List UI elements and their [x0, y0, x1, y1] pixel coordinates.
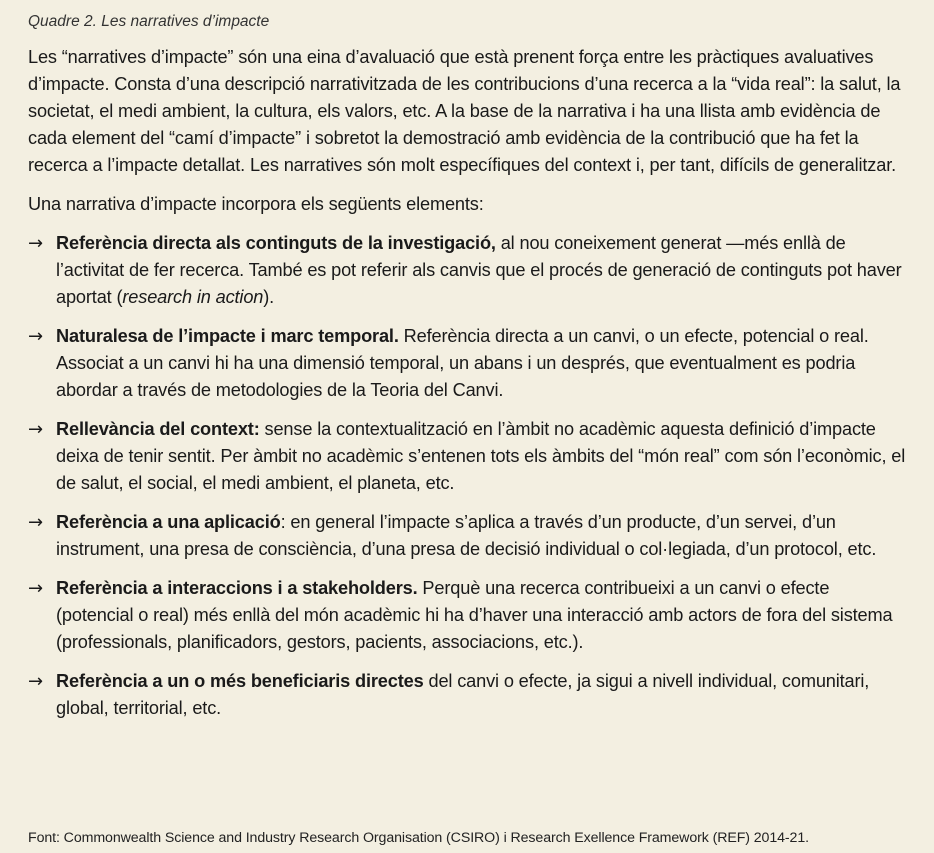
item-text: Perquè una recerca contribueixi a un canvi o efecte (potencial o real) més enllà del món acadèmic hi ha d’haver una interacció amb actors de fora del sistema (professionals, planificadors, gestors, pacients, associacions, etc.). [56, 578, 893, 652]
list-item [28, 668, 910, 722]
box-caption: Quadre 2. Les narratives d’impacte [28, 13, 270, 30]
item-heading: Referència a un o més beneficiaris directes [56, 671, 424, 691]
list-item [28, 230, 910, 311]
list-item [28, 416, 910, 497]
item-text: Referència directa a un canvi, o un efecte, potencial o real. Associat a un canvi hi ha una dimensió temporal, un abans i un després, que eventualment es podria abordar a través de metodologies de la Teoria del Canvi. [56, 326, 869, 400]
item-heading: Naturalesa de l’impacte i marc temporal. [56, 326, 399, 346]
lead-paragraph: Una narrativa d’impacte incorpora els següents elements: [28, 194, 484, 214]
right-arrow-icon: → [28, 578, 43, 599]
item-text: : en general l’impacte s’aplica a través d’un producte, d’un servei, d’un instrument, una presa de consciència, d’una presa de decisió individual o col·legiada, d’un protocol, etc. [56, 512, 877, 559]
item-heading: Referència a interaccions i a stakeholders. [56, 578, 418, 598]
item-heading: Referència directa als continguts de la investigació, [56, 233, 496, 253]
list-item [28, 509, 910, 563]
right-arrow-icon: → [28, 512, 43, 533]
item-tail: ). [263, 287, 275, 307]
right-arrow-icon: → [28, 671, 43, 692]
item-heading: Referència a una aplicació [56, 512, 281, 532]
item-text: sense la contextualització en l’àmbit no acadèmic aquesta definició d’impacte deixa de tenir sentit. Per àmbit no acadèmic s’entenen tots els àmbits del “món real” com són l’econòmic, el de salut, el social, el medi ambient, el planeta, etc. [56, 419, 906, 493]
intro-paragraph: Les “narratives d’impacte” són una eina d’avaluació que està prenent força entre les pràctiques avaluatives d’impacte. Consta d’una descripció narrativitzada de les contribucions d’una recerca a la “vida real”: la salut, la societat, el medi ambient, la cultura, els valors, etc. A la base de la narrativa i ha una llista amb evidència de cada element del “camí d’impacte” i sobretot la demostració amb evidència de la contribució que ha fet la recerca a l’impacte detallat. Les narratives són molt específiques del context i, per tant, difícils de generalitzar. [28, 47, 901, 175]
right-arrow-icon: → [28, 326, 43, 347]
item-text: del canvi o efecte, ja sigui a nivell individual, comunitari, global, territorial, etc. [56, 671, 870, 718]
item-italic: research in action [122, 287, 264, 307]
item-heading: Rellevància del context: [56, 419, 260, 439]
source-note: Font: Commonwealth Science and Industry Research Organisation (CSIRO) i Research Exellence Framework (REF) 2014-21. [28, 830, 809, 847]
right-arrow-icon: → [28, 419, 43, 440]
right-arrow-icon: → [28, 233, 43, 254]
elements-list [28, 230, 910, 722]
list-item [28, 575, 910, 656]
item-text: al nou coneixement generat —més enllà de l’activitat de fer recerca. També es pot referir als canvis que el procés de generació de continguts pot haver aportat ( [56, 233, 902, 307]
list-item [28, 323, 910, 404]
